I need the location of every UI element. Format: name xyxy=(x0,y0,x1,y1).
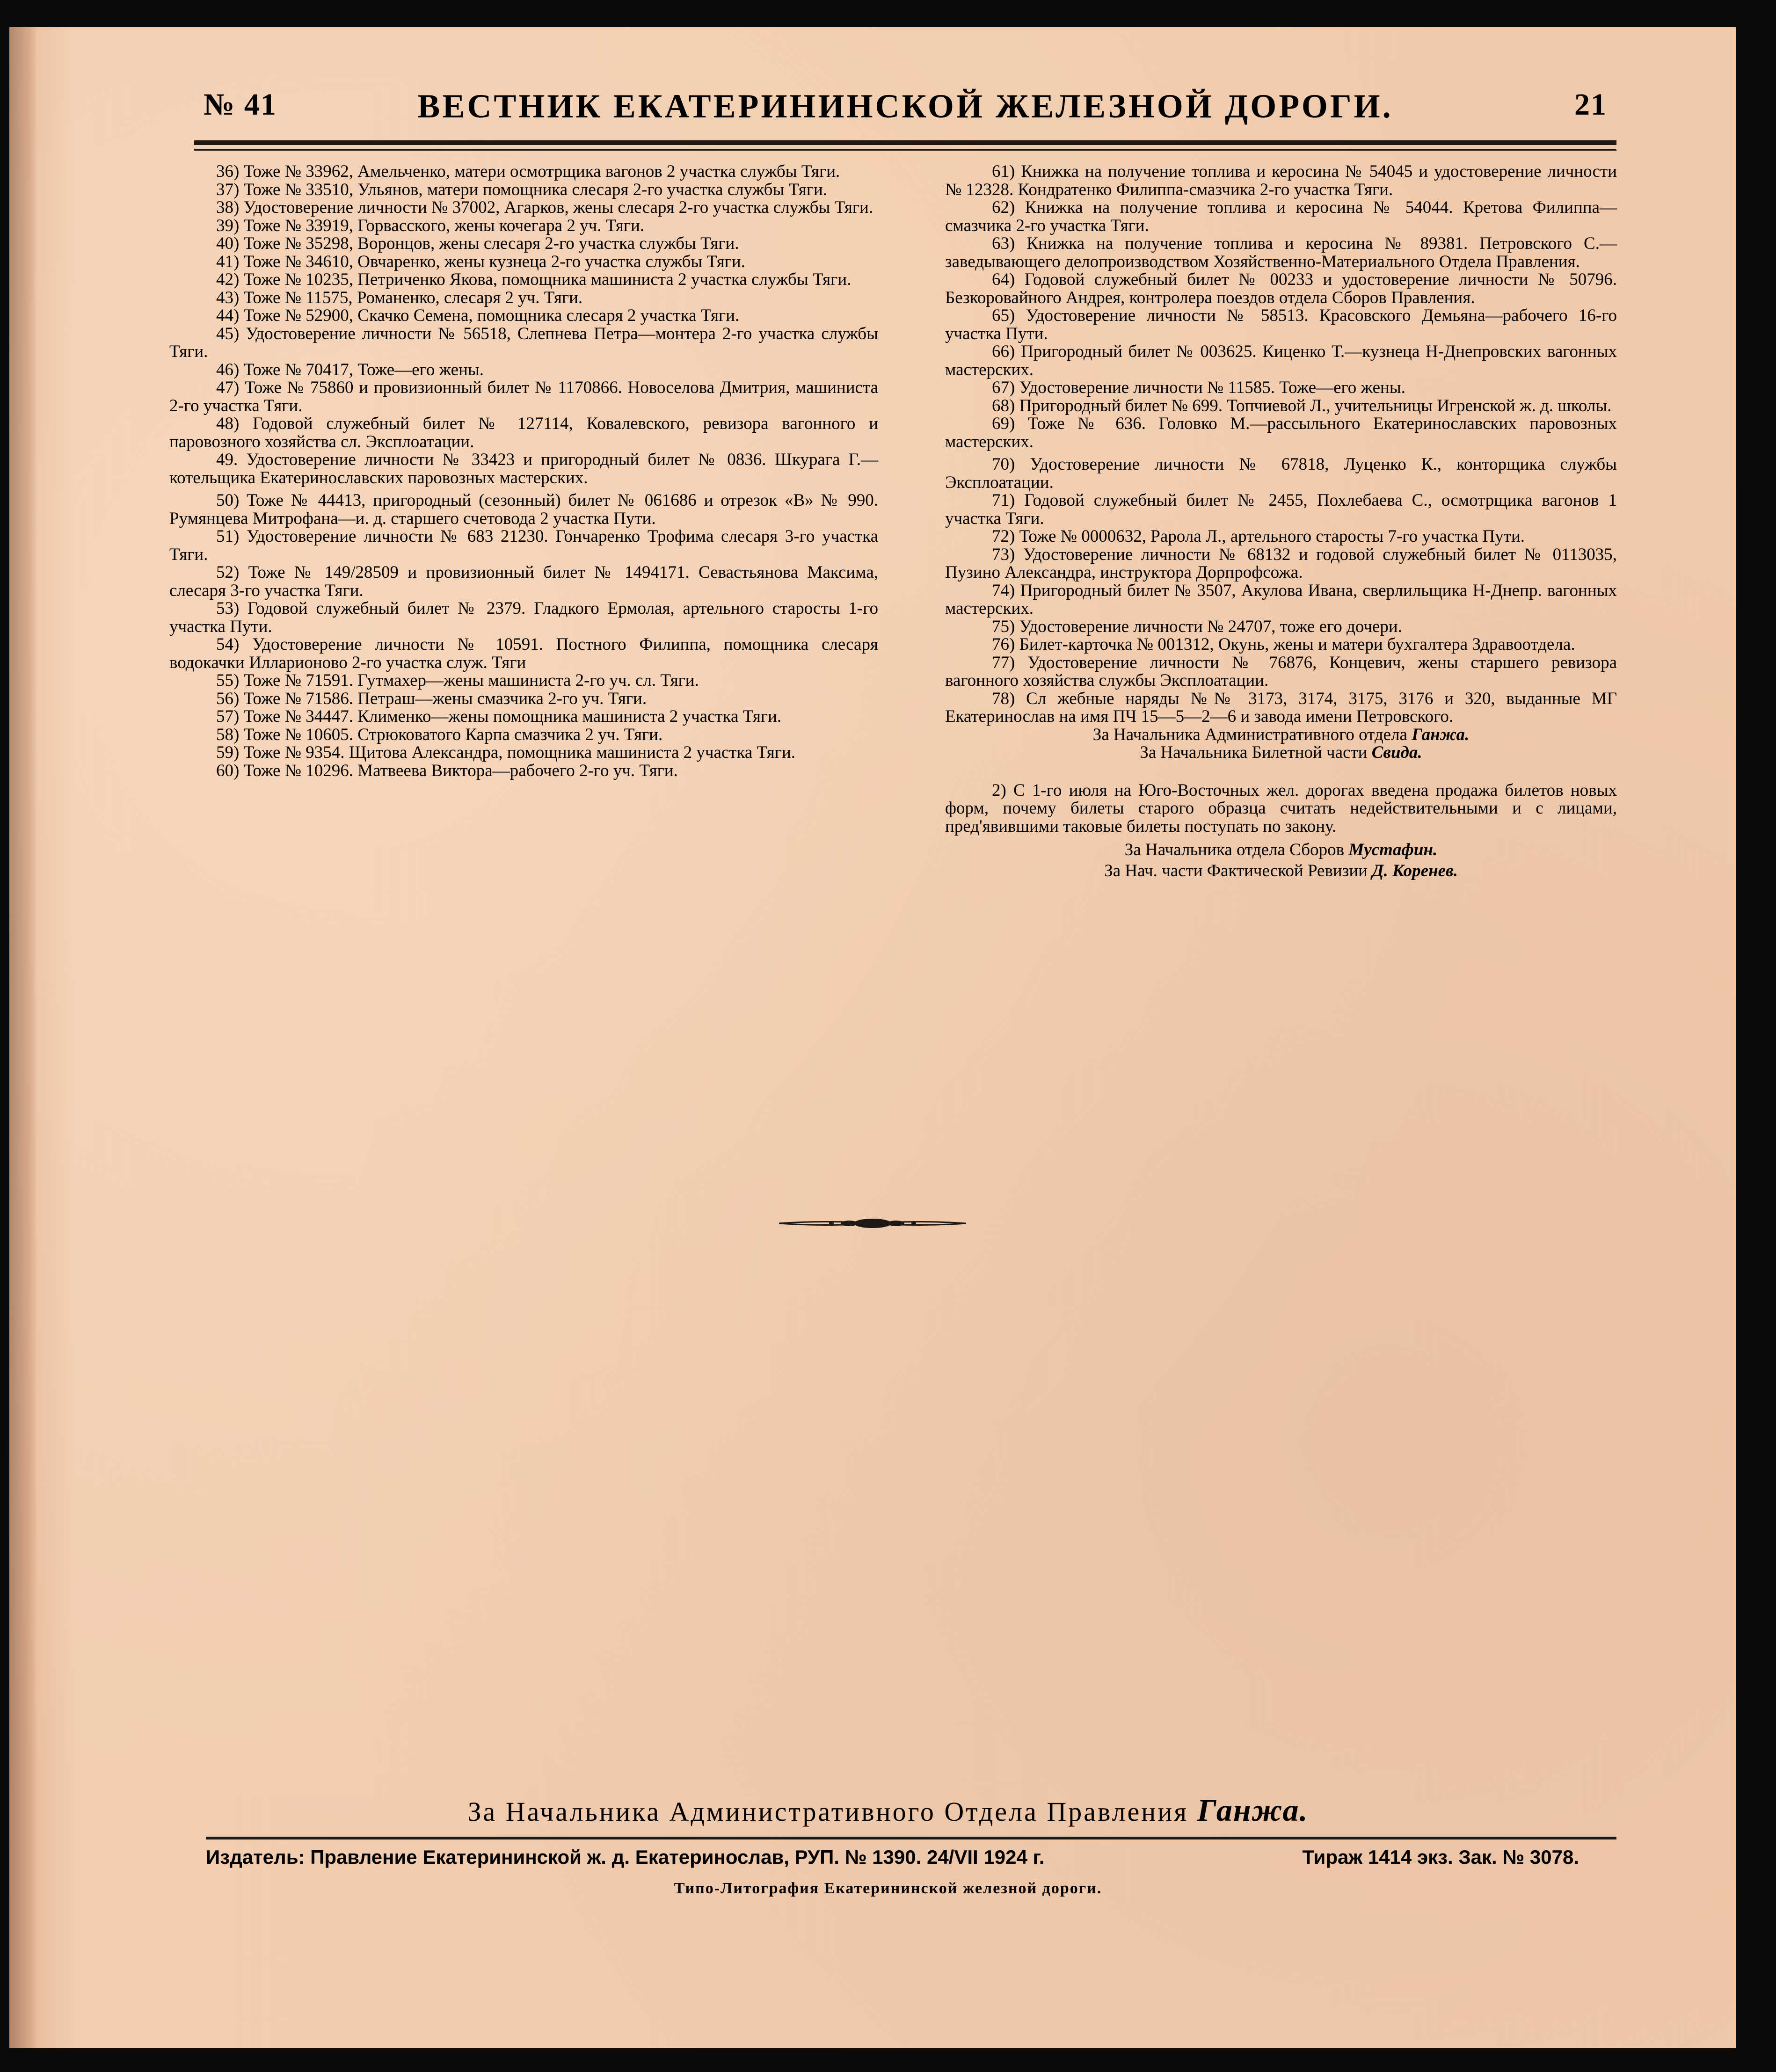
publication-title: ВЕСТНИК ЕКАТЕРИНИНСКОЙ ЖЕЛЕЗНОЙ ДОРОГИ. xyxy=(417,87,1393,125)
signature-admin xyxy=(945,726,1617,744)
list-item: 50) Тоже № 44413, пригородный (сезонный) билет № 061686 и отрезок «В» № 990. Румянцева Митрофана—и. д. старшего счетовода 2 участка Пути. xyxy=(169,491,878,528)
list-item: 48) Годовой служебный билет № 127114, Ковалевского, ревизора вагонного и паровозного хозяйства сл. Эксплоатации. xyxy=(169,414,878,451)
list-item: 52) Тоже № 149/28509 и провизионный билет № 1494171. Севастьянова Максима, слесаря 3-го участка Тяги. xyxy=(169,563,878,600)
list-item: 41) Тоже № 34610, Овчаренко, жены кузнеца 2-го участка службы Тяги. xyxy=(216,252,745,271)
list-item: 77) Удостоверение личности № 76876, Концевич, жены старшего ревизора вагонного хозяйства службы Эксплоатации. xyxy=(945,653,1617,690)
list-item: 58) Тоже № 10605. Стрюковатого Карпа смазчика 2 уч. Тяги. xyxy=(216,725,663,744)
left-column xyxy=(169,163,878,780)
list-item: 55) Тоже № 71591. Гутмахер—жены машиниста 2-го уч. сл. Тяги. xyxy=(216,671,699,690)
signature-tickets xyxy=(945,744,1617,762)
list-item: 46) Тоже № 70417, Тоже—его жены. xyxy=(216,360,484,379)
ornament-divider-icon xyxy=(779,1212,966,1235)
publisher-info: Издатель: Правление Екатерининской ж. д. Екатеринослав, РУП. № 1390. 24/VII 1924 г. xyxy=(206,1846,1045,1868)
signature-fees xyxy=(945,841,1617,859)
printer-info: Типо-Литография Екатерининской железной дороги. xyxy=(674,1880,1102,1897)
list-item: 45) Удостоверение личности № 56518, Слепнева Петра—монтера 2-го участка службы Тяги. xyxy=(169,324,878,361)
list-item: 65) Удостоверение личности № 58513. Красовского Демьяна—рабочего 16-го участка Пути. xyxy=(945,306,1617,343)
list-item: 62) Книжка на получение топлива и керосина № 54044. Кретова Филиппа—смазчика 2-го участка Тяги. xyxy=(945,198,1617,235)
signature-audit xyxy=(945,862,1617,880)
right-column xyxy=(945,163,1617,880)
header-rule-thin xyxy=(194,149,1616,151)
list-item: 42) Тоже № 10235, Петриченко Якова, помощника машиниста 2 участка службы Тяги. xyxy=(216,270,852,289)
list-item: 75) Удостоверение личности № 24707, тоже его дочери. xyxy=(992,617,1402,636)
issue-number: № 41 xyxy=(204,87,277,122)
list-item: 44) Тоже № 52900, Скачко Семена, помощника слесаря 2 участка Тяги. xyxy=(216,306,740,325)
list-item: 56) Тоже № 71586. Петраш—жены смазчика 2-го уч. Тяги. xyxy=(216,689,647,708)
bottom-signature-name: Ганжа. xyxy=(1197,1792,1309,1828)
signature-name: Ганжа. xyxy=(1412,725,1470,744)
list-item: 38) Удостоверение личности № 37002, Агарков, жены слесаря 2-го участка службы Тяги. xyxy=(216,198,873,217)
list-item: 59) Тоже № 9354. Щитова Александра, помощника машиниста 2 участка Тяги. xyxy=(216,743,796,762)
signature-label: За Начальника Административного отдела xyxy=(1092,725,1407,744)
list-item: 39) Тоже № 33919, Горвасского, жены кочегара 2 уч. Тяги. xyxy=(216,216,645,235)
list-item: 47) Тоже № 75860 и провизионный билет № 1170866. Новоселова Дмитрия, машиниста 2-го участка Тяги. xyxy=(169,378,878,415)
signature-label: За Начальника Билетной части xyxy=(1140,743,1368,762)
list-item: 67) Удостоверение личности № 11585. Тоже—его жены. xyxy=(992,378,1405,397)
list-item: 64) Годовой служебный билет № 00233 и удостоверение личности № 50796. Безкоровайного Андрея, контролера поездов отдела Сборов Правления. xyxy=(945,270,1617,307)
bottom-signature-label: За Начальника Административного Отдела Правления xyxy=(467,1796,1189,1827)
bottom-signature xyxy=(0,1792,1776,1829)
list-item: 37) Тоже № 33510, Ульянов, матери помощника слесаря 2-го участка службы Тяги. xyxy=(216,180,828,199)
list-item: 54) Удостоверение личности № 10591. Постного Филиппа, помощника слесаря водокачки Илларионово 2-го участка служ. Тяги xyxy=(169,635,878,672)
signature-name: Д. Коренев. xyxy=(1372,861,1458,880)
list-item: 74) Пригородный билет № 3507, Акулова Ивана, сверлильщика Н-Днепр. вагонных мастерских. xyxy=(945,581,1617,618)
list-item: 57) Тоже № 34447. Клименко—жены помощника машиниста 2 участка Тяги. xyxy=(216,707,782,726)
list-item: 72) Тоже № 0000632, Рарола Л., артельного старосты 7-го участка Пути. xyxy=(992,527,1525,546)
list-item: 78) Сл жебные наряды №№ 3173, 3174, 3175, 3176 и 320, выданные МГ Екатеринослав на имя ПЧ 15—5—2—6 и завода имени Петровского. xyxy=(945,689,1617,726)
list-item: 36) Тоже № 33962, Амельченко, матери осмотрщика вагонов 2 участка службы Тяги. xyxy=(216,162,840,181)
list-item: 66) Пригородный билет № 003625. Киценко Т.—кузнеца Н-Днепровских вагонных мастерских. xyxy=(945,342,1617,379)
list-item: 63) Книжка на получение топлива и керосина № 89381. Петровского С.—заведывающего делопроизводством Хозяйственно-Материального Отдела Правления. xyxy=(945,234,1617,271)
list-item: 40) Тоже № 35298, Воронцов, жены слесаря 2-го участка службы Тяги. xyxy=(216,234,739,253)
page-spine-shadow xyxy=(9,27,37,2048)
print-run-info: Тираж 1414 экз. Зак. № 3078. xyxy=(1302,1846,1579,1868)
signature-label: За Начальника отдела Сборов xyxy=(1124,840,1345,859)
list-item: 61) Книжка на получение топлива и керосина № 54045 и удостоверение личности № 12328. Кондратенко Филиппа-смазчика 2-го участка Тяги. xyxy=(945,162,1617,199)
header-rule-thick xyxy=(194,140,1616,145)
list-item: 53) Годовой служебный билет № 2379. Гладкого Ермолая, артельного старосты 1-го участка Пути. xyxy=(169,599,878,636)
list-item: 76) Билет-карточка № 001312, Окунь, жены и матери бухгалтера Здравоотдела. xyxy=(992,635,1575,654)
list-item: 51) Удостоверение личности № 683 21230. Гончаренко Трофима слесаря 3-го участка Тяги. xyxy=(169,527,878,564)
list-item: 69) Тоже № 636. Головко М.—рассыльного Екатеринославских паровозных мастерских. xyxy=(945,414,1617,451)
signature-label: За Нач. части Фактической Ревизии xyxy=(1104,861,1368,880)
list-item: 70) Удостоверение личности № 67818, Луценко К., конторщика службы Эксплоатации. xyxy=(945,455,1617,492)
list-item: 68) Пригородный билет № 699. Топчиевой Л., учительницы Игренской ж. д. школы. xyxy=(992,396,1612,415)
list-item: 71) Годовой служебный билет № 2455, Похлебаева С., осмотрщика вагонов 1 участка Тяги. xyxy=(945,491,1617,528)
page-number: 21 xyxy=(1574,87,1607,122)
list-item: 73) Удостоверение личности № 68132 и годовой служебный билет № 0113035, Пузино Александра, инструктора Дорпрофсожа. xyxy=(945,545,1617,582)
list-item: 43) Тоже № 11575, Романенко, слесаря 2 уч. Тяги. xyxy=(216,288,583,307)
signature-name: Мустафин. xyxy=(1348,840,1438,859)
signature-name: Свида. xyxy=(1371,743,1422,762)
list-item: 49. Удостоверение личности № 33423 и пригородный билет № 0836. Шкурага Г.—котельщика Екатеринославских паровозных мастерских. xyxy=(169,450,878,487)
notice-paragraph: 2) С 1-го июля на Юго-Восточных жел. дорогах введена продажа билетов новых форм, почему билеты старого образца считать недействительными и с лицами, пред'явившими таковые билеты поступать по закону. xyxy=(945,780,1617,836)
footer-rule xyxy=(206,1837,1616,1839)
list-item: 60) Тоже № 10296. Матвеева Виктора—рабочего 2-го уч. Тяги. xyxy=(216,761,678,780)
